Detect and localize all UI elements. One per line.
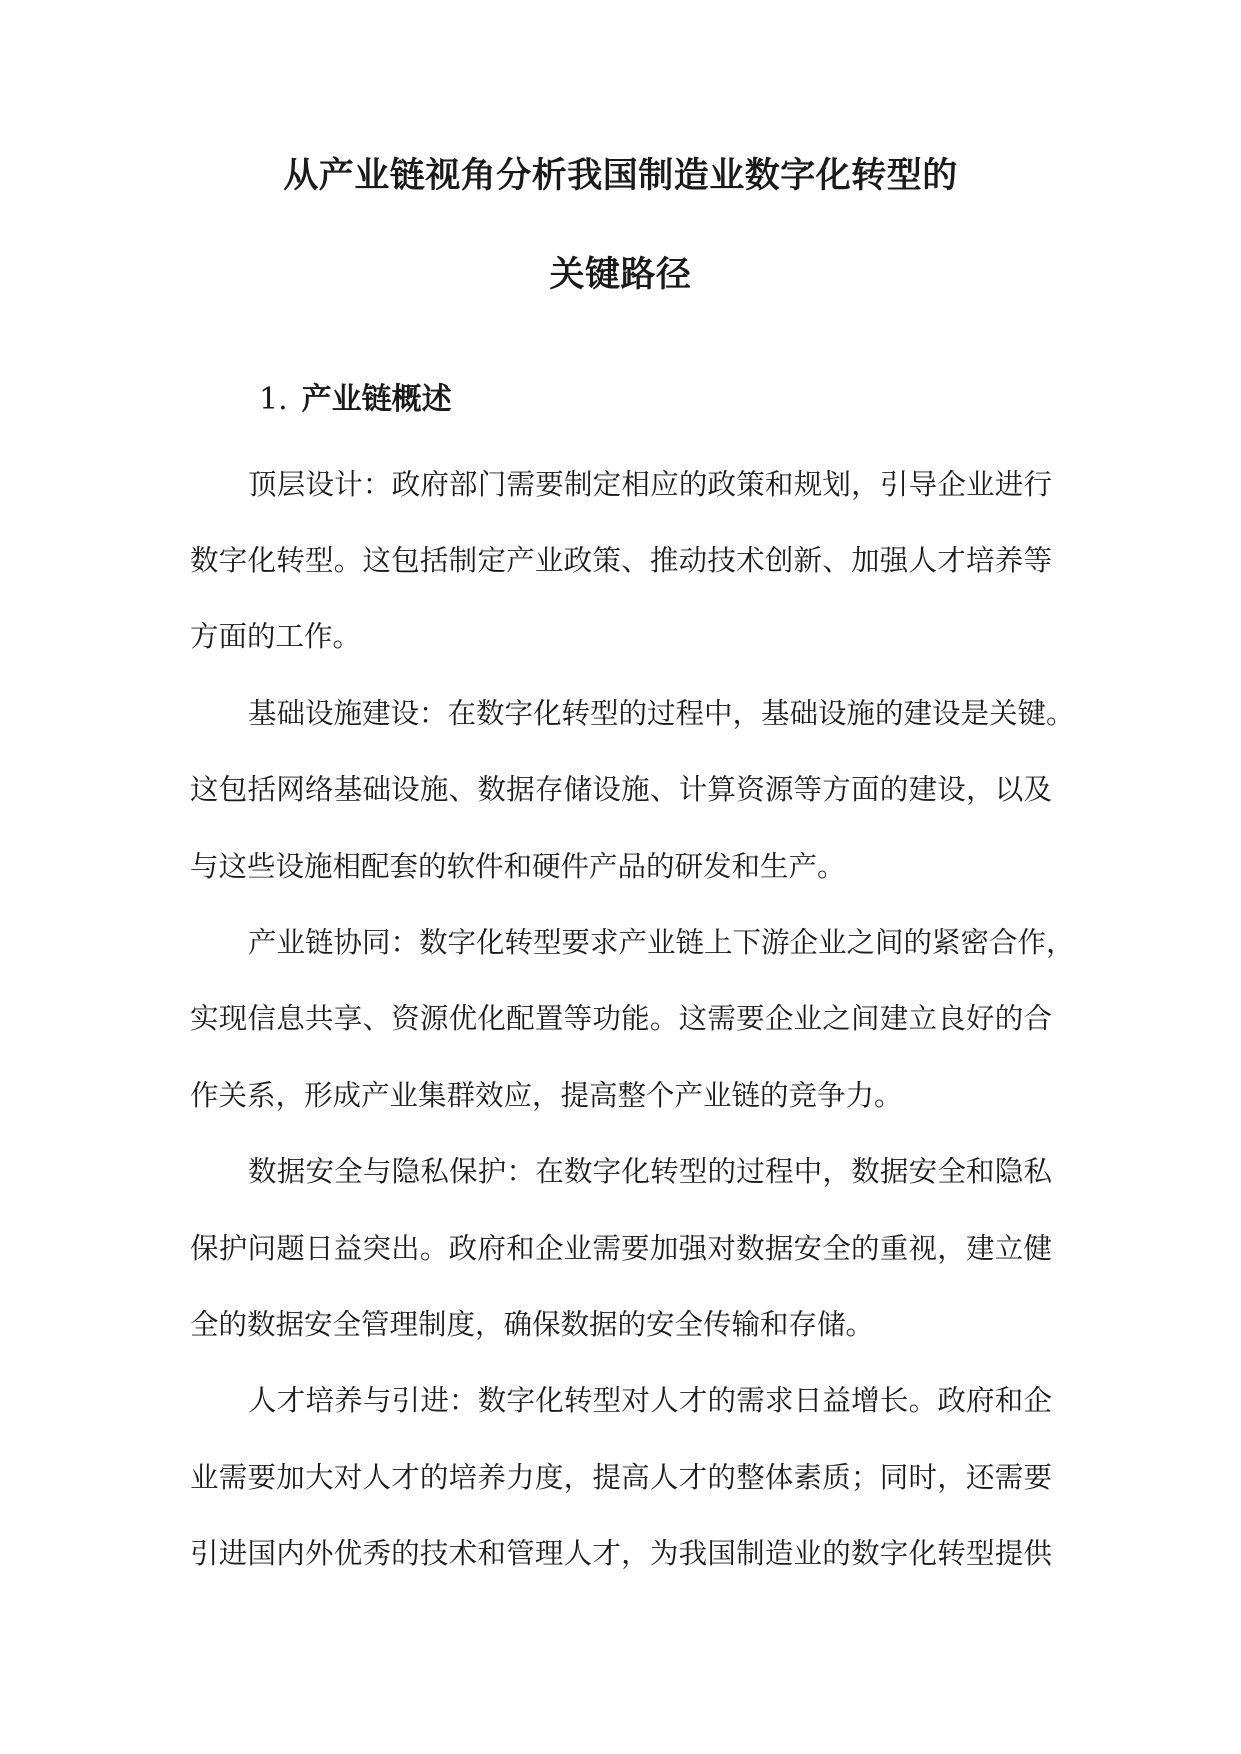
paragraph-line: 作关系，形成产业集群效应，提高整个产业链的竞争力。 bbox=[190, 1079, 903, 1112]
paragraph-line: 业需要加大对人才的培养力度，提高人才的整体素质；同时，还需要 bbox=[190, 1461, 1052, 1494]
paragraph-line: 人才培养与引进：数字化转型对人才的需求日益增长。政府和企 bbox=[248, 1384, 1052, 1417]
paragraph-line: 与这些设施相配套的软件和硬件产品的研发和生产。 bbox=[190, 850, 846, 883]
paragraph-line: 保护问题日益突出。政府和企业需要加强对数据安全的重视，建立健 bbox=[190, 1232, 1052, 1265]
section-heading-text: 产业链概述 bbox=[301, 382, 452, 417]
paragraph-line: 产业链协同：数字化转型要求产业链上下游企业之间的紧密合作， bbox=[248, 926, 1075, 959]
paragraph-line: 方面的工作。 bbox=[190, 620, 362, 653]
paragraph-line: 全的数据安全管理制度，确保数据的安全传输和存储。 bbox=[190, 1308, 875, 1341]
section-heading bbox=[259, 380, 452, 420]
paragraph-line: 数字化转型。这包括制定产业政策、推动技术创新、加强人才培养等 bbox=[190, 544, 1052, 577]
paragraph-line: 这包括网络基础设施、数据存储设施、计算资源等方面的建设，以及 bbox=[190, 773, 1052, 806]
paragraph-line: 实现信息共享、资源优化配置等功能。这需要企业之间建立良好的合 bbox=[190, 1002, 1052, 1035]
paragraph-line: 顶层设计：政府部门需要制定相应的政策和规划，引导企业进行 bbox=[248, 468, 1052, 501]
paragraph-line: 引进国内外优秀的技术和管理人才，为我国制造业的数字化转型提供 bbox=[190, 1537, 1052, 1570]
paragraph-line: 数据安全与隐私保护：在数字化转型的过程中，数据安全和隐私 bbox=[248, 1155, 1052, 1188]
section-number: 1. bbox=[259, 382, 288, 417]
document-title-line-2: 关键路径 bbox=[549, 255, 692, 295]
document-title-line-1: 从产业链视角分析我国制造业数字化转型的 bbox=[283, 156, 958, 196]
paragraph-line: 基础设施建设：在数字化转型的过程中，基础设施的建设是关键。 bbox=[248, 697, 1075, 730]
